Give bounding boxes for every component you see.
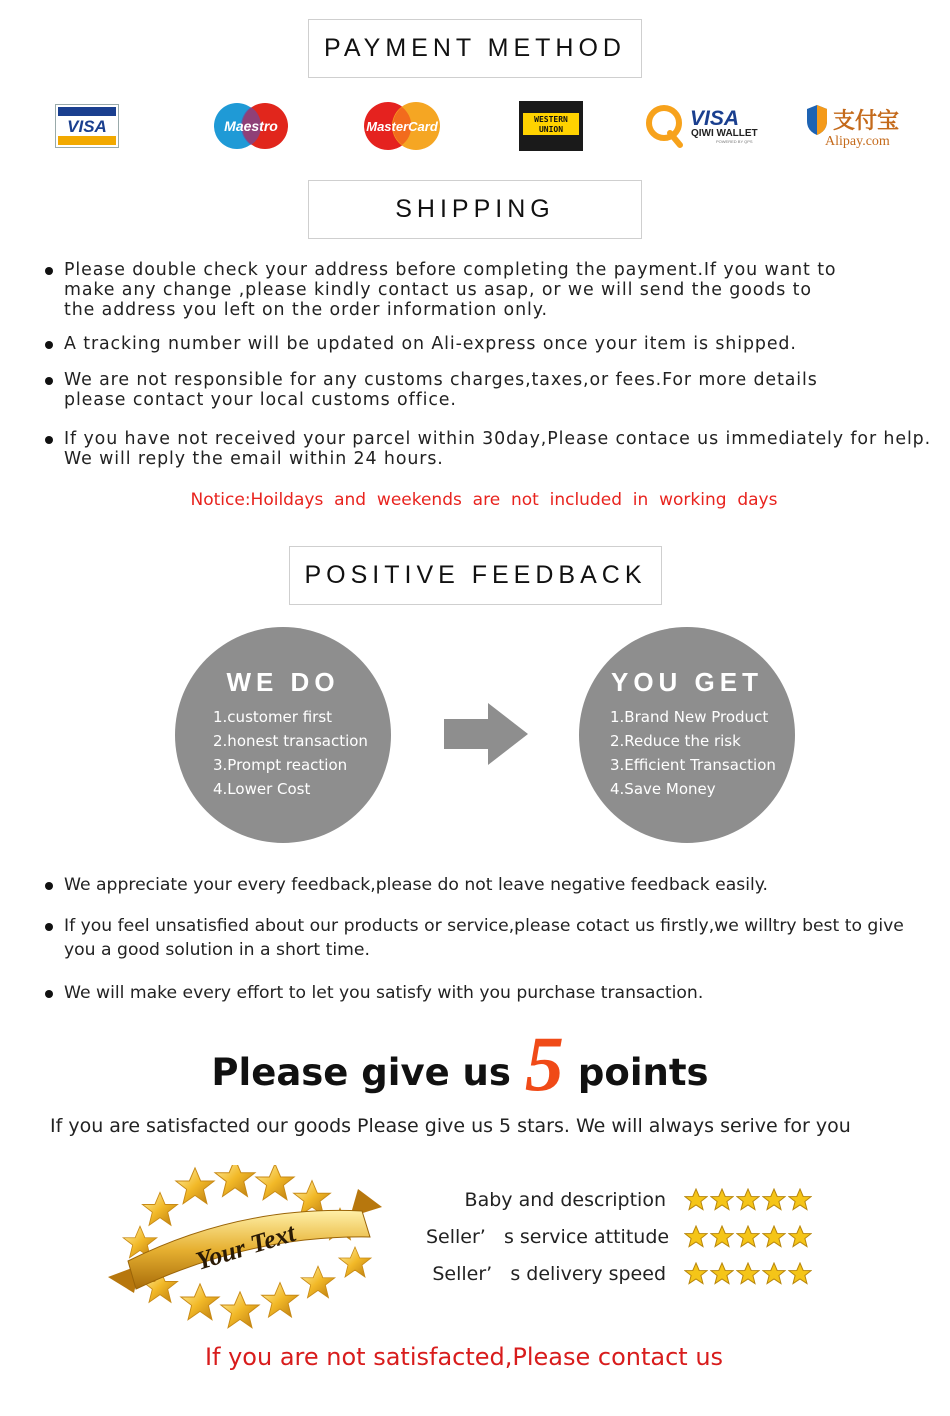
star-icon — [684, 1262, 708, 1286]
your-text-badge — [100, 1165, 390, 1330]
positive-feedback-heading — [289, 546, 662, 605]
rating-label: Baby and description — [464, 1189, 666, 1211]
western-union-line1: WESTERN — [534, 115, 568, 124]
rating-stars — [684, 1262, 812, 1286]
payment-method-title: PAYMENT METHOD — [324, 34, 626, 62]
you-get-item: 1.Brand New Product — [610, 708, 769, 726]
alipay-logo — [803, 103, 913, 149]
payment-method-heading — [308, 19, 642, 78]
shipping-list — [45, 260, 935, 469]
we-do-item: 2.honest transaction — [213, 732, 368, 750]
star-icon — [710, 1225, 734, 1249]
star-icon — [684, 1188, 708, 1212]
qiwi-wallet-text: QIWI WALLET — [691, 128, 758, 139]
rating-row — [426, 1225, 812, 1249]
maestro-text: Maestro — [224, 118, 278, 134]
we-do-item: 3.Prompt reaction — [213, 756, 348, 774]
you-get-item: 3.Efficient Transaction — [610, 756, 776, 774]
list-item: We appreciate your every feedback,please do not leave negative feedback easily. — [45, 873, 935, 897]
list-item: We are not responsible for any customs charges,taxes,or fees.For more details please contact your local customs office. — [45, 370, 935, 410]
points-subtitle: If you are satisfacted our goods Please give us 5 stars. We will always serive for you — [50, 1115, 851, 1137]
rating-label: Seller’ s delivery speed — [432, 1263, 666, 1285]
shipping-notice: Notice:Hoildays and weekends are not included in working days — [190, 490, 778, 510]
list-item: If you feel unsatisfied about our products or service,please cotact us firstly,we willtry best to give you a good solution in a short time. — [45, 914, 935, 962]
qiwi-visa-text: VISA — [690, 107, 740, 130]
list-item: If you have not received your parcel within 30day,Please contace us immediately for help. We will reply the email within 24 hours. — [45, 429, 935, 469]
points-after: points — [577, 1051, 709, 1094]
we-do-circle — [175, 627, 391, 843]
star-icon — [736, 1225, 760, 1249]
arrow-right-icon — [444, 703, 530, 765]
star-icon — [788, 1188, 812, 1212]
star-icon — [710, 1188, 734, 1212]
mastercard-text: MasterCard — [366, 119, 438, 134]
we-do-item: 4.Lower Cost — [213, 780, 311, 798]
points-before: Please give us — [211, 1051, 511, 1094]
visa-text: VISA — [67, 117, 107, 136]
we-do-item: 1.customer first — [213, 708, 333, 726]
rating-stars — [684, 1188, 812, 1212]
badge-text: Your Text — [192, 1218, 299, 1276]
star-icon — [736, 1188, 760, 1212]
qiwi-powered-text: POWERED BY QPS — [716, 139, 753, 144]
points-heading — [0, 1020, 920, 1107]
positive-feedback-title: POSITIVE FEEDBACK — [304, 561, 647, 589]
we-do-title: WE DO — [226, 667, 340, 697]
qiwi-visa-logo — [646, 103, 766, 149]
western-union-logo — [519, 101, 583, 151]
list-item: We will make every effort to let you satisfy with you purchase transaction. — [45, 981, 935, 1005]
points-number: 5 — [524, 1020, 564, 1107]
you-get-circle — [579, 627, 795, 843]
star-icon — [684, 1225, 708, 1249]
you-get-item: 4.Save Money — [610, 780, 716, 798]
list-item: Please double check your address before completing the payment.If you want to make any change ,please kindly contact us asap, or we will send the goods to the address you left on the order information only. — [45, 260, 935, 320]
star-icon — [762, 1188, 786, 1212]
alipay-en-text: Alipay.com — [825, 134, 890, 149]
you-get-title: YOU GET — [610, 667, 763, 697]
visa-logo — [55, 104, 119, 148]
star-icon — [788, 1225, 812, 1249]
star-icon — [762, 1262, 786, 1286]
rating-row — [426, 1262, 812, 1286]
western-union-line2: UNION — [538, 125, 564, 134]
rating-stars — [684, 1225, 812, 1249]
star-icon — [762, 1225, 786, 1249]
alipay-cn-text: 支付宝 — [833, 109, 900, 134]
star-icon — [736, 1262, 760, 1286]
rating-label: Seller’ s service attitude — [426, 1226, 670, 1248]
list-item: A tracking number will be updated on Ali-express once your item is shipped. — [45, 334, 935, 354]
footer-contact: If you are not satisfacted,Please contact us — [204, 1343, 724, 1371]
mastercard-logo — [362, 102, 442, 150]
maestro-logo — [213, 102, 289, 150]
star-icon — [710, 1262, 734, 1286]
you-get-item: 2.Reduce the risk — [610, 732, 741, 750]
star-icon — [788, 1262, 812, 1286]
shipping-heading — [308, 180, 642, 239]
shipping-title: SHIPPING — [395, 195, 555, 223]
rating-row — [426, 1188, 812, 1212]
feedback-list — [45, 873, 935, 1005]
